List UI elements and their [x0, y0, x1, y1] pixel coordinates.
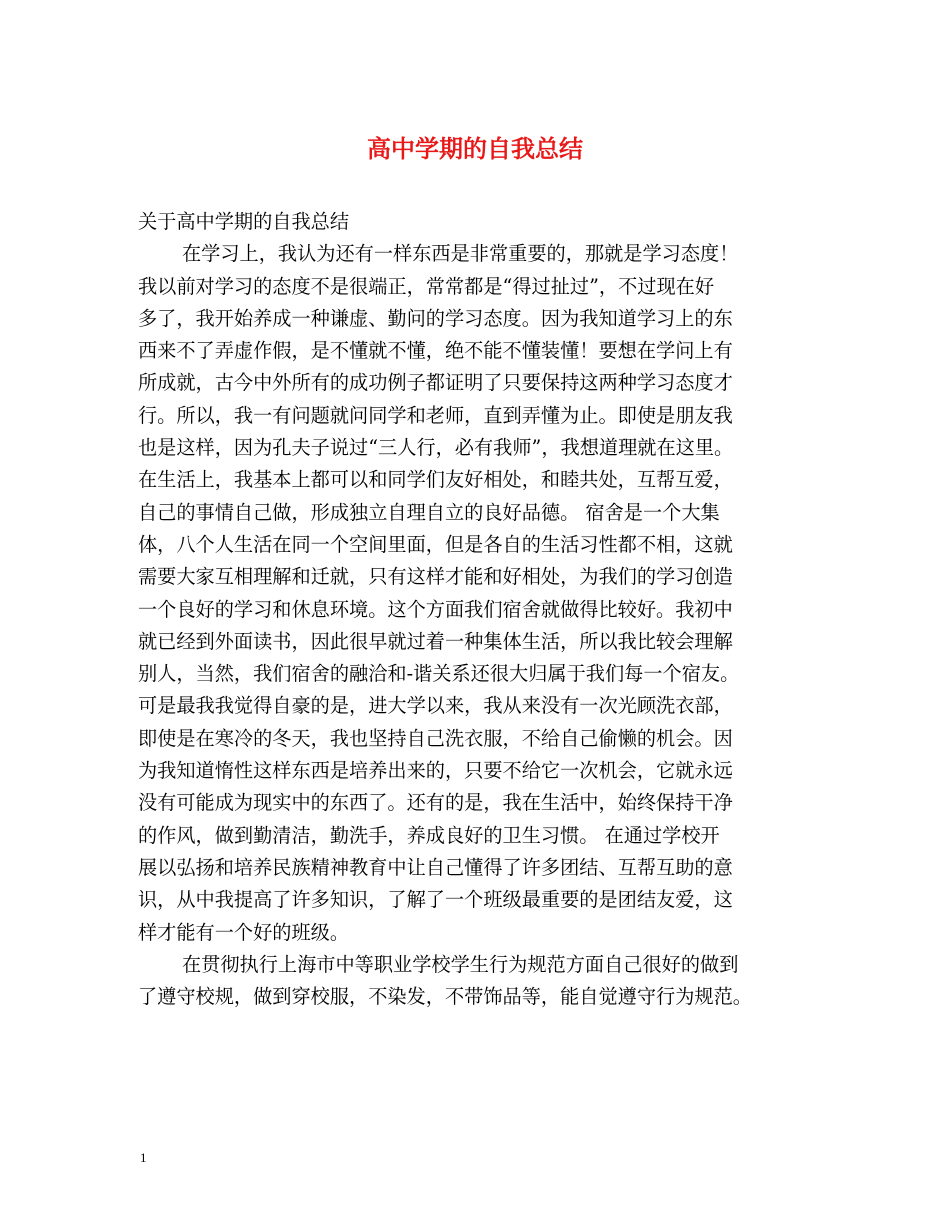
text-line: 了遵守校规，做到穿校服，不染发，不带饰品等，能自觉遵守行为规范。 [138, 985, 752, 1009]
text-line: 即使是在寒冷的冬天，我也坚持自己洗衣服，不给自己偷懒的机会。因 [138, 726, 733, 750]
text-line: 可是最我我觉得自豪的是，进大学以来，我从来没有一次光顾洗衣部， [138, 694, 733, 718]
text-line: 自己的事情自己做，形成独立自理自立的良好品德。 宿舍是一个大集 [138, 500, 720, 524]
text-line: 西来不了弄虚作假，是不懂就不懂，绝不能不懂装懂！要想在学问上有 [138, 339, 733, 363]
text-line: 样才能有一个好的班级。 [138, 920, 350, 944]
text-line: 多了，我开始养成一种谦虚、勤问的学习态度。因为我知道学习上的东 [138, 306, 733, 330]
text-line: 体，八个人生活在同一个空间里面，但是各自的生活习性都不相，这就 [138, 532, 733, 556]
text-line: 识，从中我提高了许多知识，了解了一个班级最重要的是团结友爱，这 [138, 888, 733, 912]
text-line: 的作风，做到勤清洁，勤洗手，养成良好的卫生习惯。 在通过学校开 [138, 823, 720, 847]
page-number: 1 [140, 1150, 147, 1165]
text-line: 也是这样，因为孔夫子说过“三人行，必有我师”，我想道理就在这里。 [138, 436, 734, 460]
text-line: 行。所以，我一有问题就问同学和老师，直到弄懂为止。即使是朋友我 [138, 403, 733, 427]
text-line: 一个良好的学习和休息环境。这个方面我们宿舍就做得比较好。我初中 [138, 597, 733, 621]
text-line: 需要大家互相理解和迁就，只有这样才能和好相处，为我们的学习创造 [138, 565, 733, 589]
text-line: 关于高中学期的自我总结 [138, 210, 350, 233]
text-line: 没有可能成为现实中的东西了。还有的是，我在生活中，始终保持干净 [138, 791, 733, 815]
document-title: 高中学期的自我总结 [367, 134, 583, 163]
document-body [138, 206, 828, 1013]
text-line: 为我知道惰性这样东西是培养出来的，只要不给它一次机会，它就永远 [138, 759, 733, 783]
text-line: 在生活上，我基本上都可以和同学们友好相处，和睦共处，互帮互爱， [138, 468, 733, 492]
text-line: 展以弘扬和培养民族精神教育中让自己懂得了许多团结、互帮互助的意 [138, 855, 733, 879]
text-line: 别人，当然，我们宿舍的融洽和-谐关系还很大归属于我们每一个宿友。 [138, 662, 740, 686]
text-line: 在学习上，我认为还有一样东西是非常重要的，那就是学习态度！ [182, 242, 739, 266]
text-line: 我以前对学习的态度不是很端正，常常都是“得过扯过”，不过现在好 [138, 274, 715, 298]
text-line: 在贯彻执行上海市中等职业学校学生行为规范方面自己很好的做到 [182, 952, 739, 976]
text-line: 所成就，古今中外所有的成功例子都证明了只要保持这两种学习态度才 [138, 371, 733, 395]
text-line: 就已经到外面读书，因此很早就过着一种集体生活，所以我比较会理解 [138, 629, 733, 653]
